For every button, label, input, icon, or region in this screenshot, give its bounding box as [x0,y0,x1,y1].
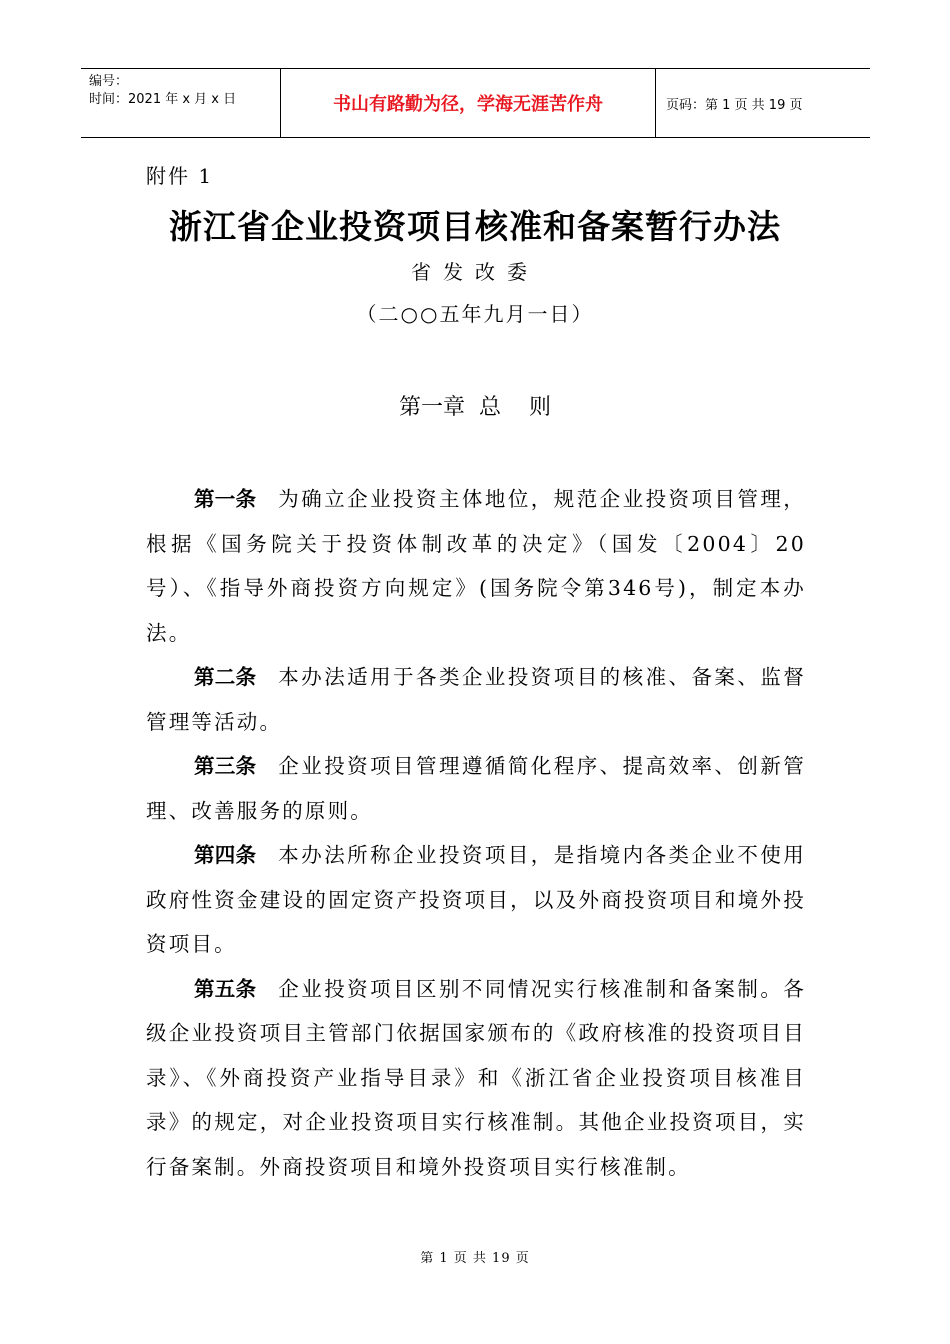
article-text: 本办法适用于各类企业投资项目的核准、备案、监督管理等活动。 [146,665,807,734]
header-page-info: 页码：第 1 页 共 19 页 [666,97,803,113]
article [146,967,806,1190]
issuer: 省发改委 [411,260,539,284]
page-header [81,68,870,138]
chapter-heading: 第一章 总 则 [399,395,551,420]
article-label: 第二条 [194,665,257,689]
article-label: 第三条 [194,754,257,778]
article-text: 企业投资项目区别不同情况实行核准制和备案制。各级企业投资项目主管部门依据国家颁布的《政府核准的投资项目目录》、《外商投资产业指导目录》和《浙江省企业投资项目核准目录》的规定，对企业投资项目实行核准制。其他企业投资项目，实行备案制。外商投资项目和境外投资项目实行核准制。 [146,976,807,1179]
header-motto: 书山有路勤为径，学海无涯苦作舟 [281,69,656,137]
article [146,477,806,655]
article [146,655,806,744]
article-text: 本办法所称企业投资项目，是指境内各类企业不使用政府性资金建设的固定资产投资项目，以及外商投资项目和境外投资项目。 [146,843,807,956]
document-title: 浙江省企业投资项目核准和备案暂行办法 [169,207,781,246]
time-label: 时间：2021 年 x 月 x 日 [89,92,237,107]
article-text: 为确立企业投资主体地位，规范企业投资项目管理，根据《国务院关于投资体制改革的决定》（国发〔2004〕20号）、《指导外商投资方向规定》(国务院令第346号)，制定本办法。 [146,487,807,645]
code-label: 编号： [89,74,129,89]
document-body [146,477,806,1189]
article [146,833,806,967]
article-label: 第五条 [194,976,257,1001]
attachment-label: 附件 1 [146,164,214,188]
article-text: 企业投资项目管理遵循简化程序、提高效率、创新管理、改善服务的原则。 [146,754,807,823]
article-label: 第一条 [194,487,257,511]
header-meta [81,69,281,137]
article [146,744,806,833]
page-footer: 第 1 页 共 19 页 [420,1251,530,1266]
article-label: 第四条 [194,843,257,867]
issue-date: （二○○五年九月一日） [356,302,594,326]
